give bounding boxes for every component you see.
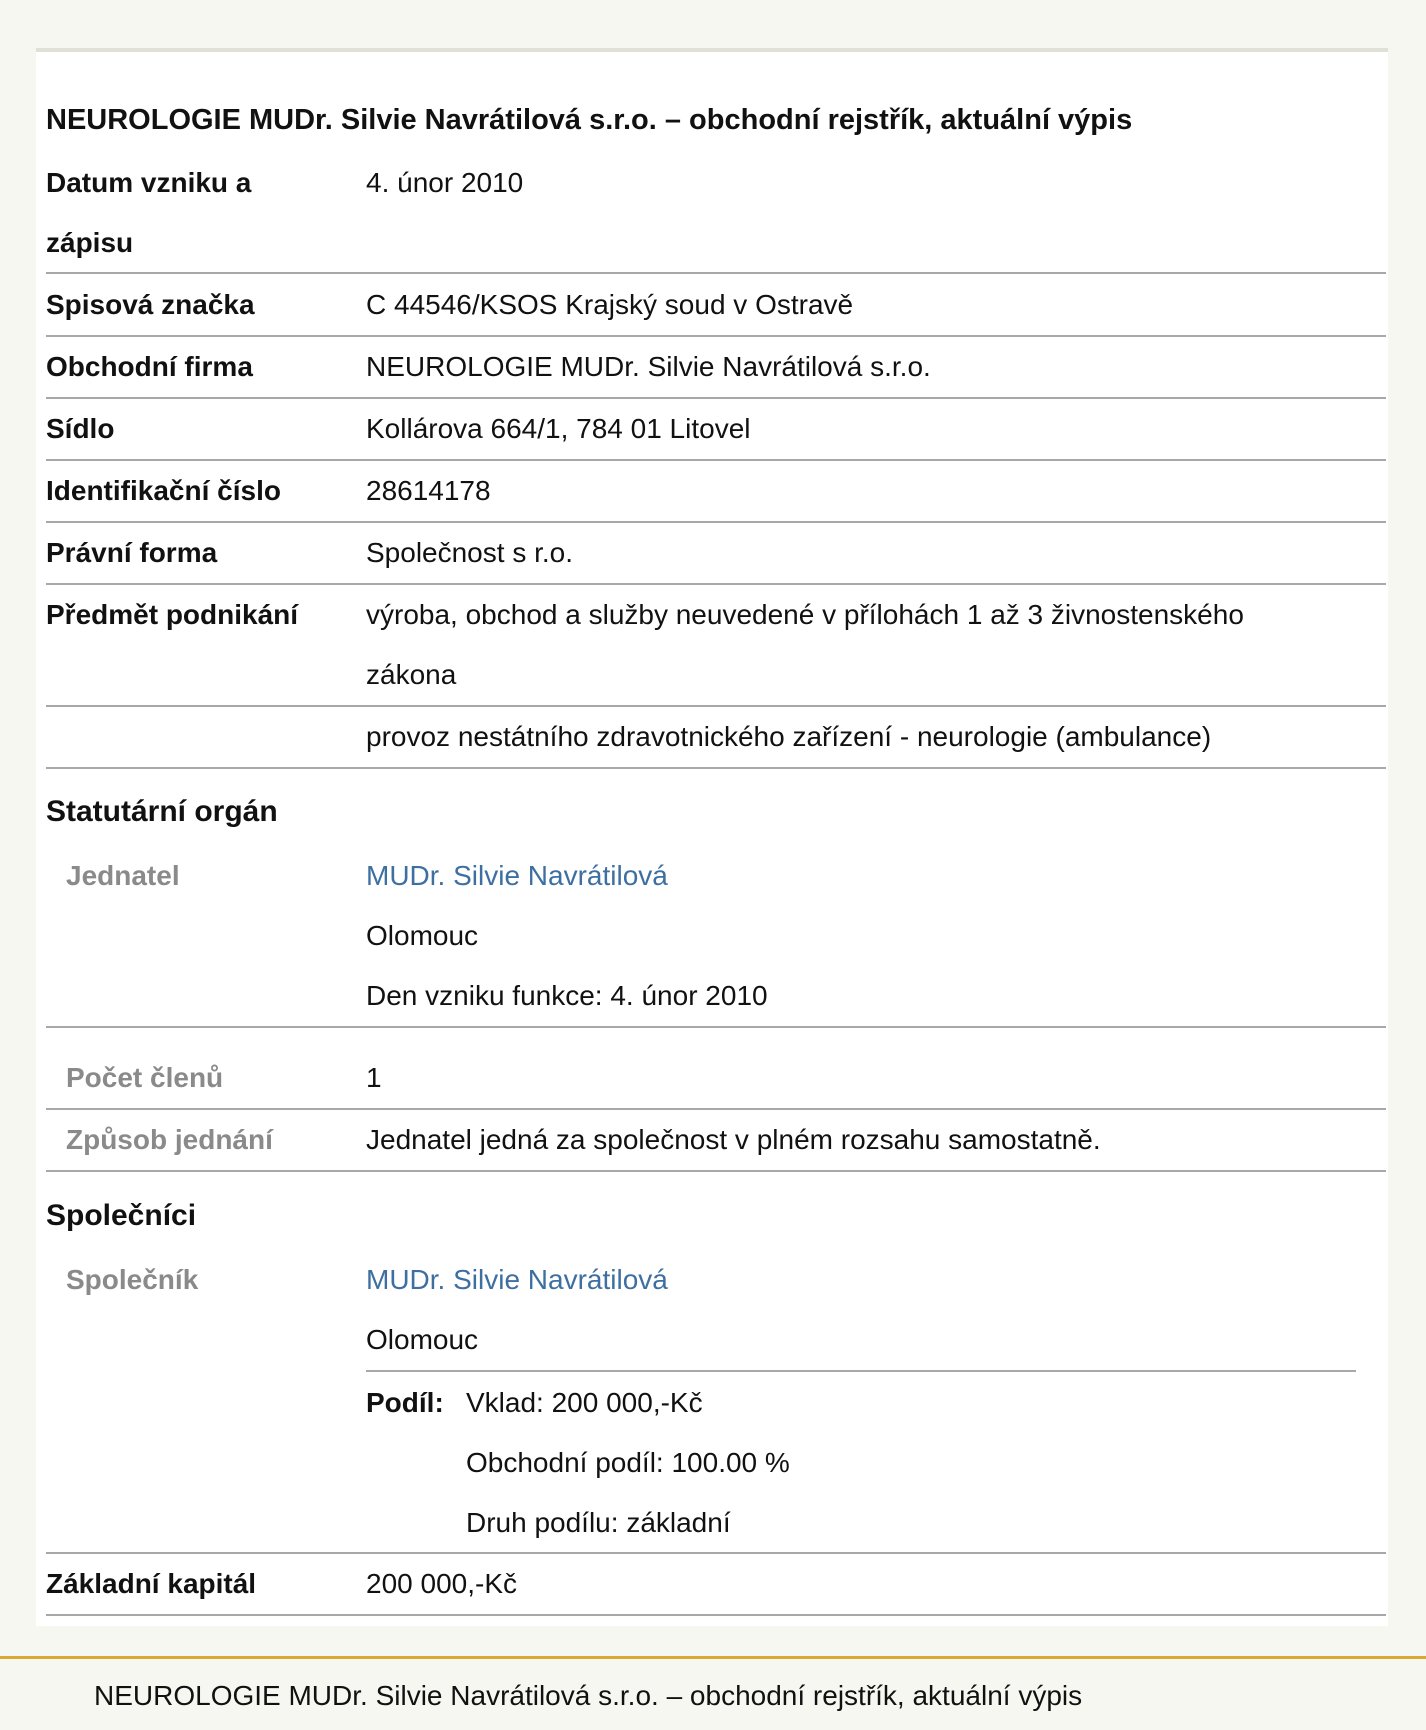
row-predmet-podnikani-2 bbox=[46, 707, 1386, 769]
value-zakladni-kapital: 200 000,-Kč bbox=[366, 1568, 517, 1599]
label-identifikacni-cislo: Identifikační číslo bbox=[46, 475, 281, 506]
value-sidlo: Kollárova 664/1, 784 01 Litovel bbox=[366, 413, 751, 444]
row-zpusob-jednani bbox=[46, 1110, 1386, 1172]
label-datum-vzniku-2: zápisu bbox=[46, 227, 134, 258]
value-pocet-clenu: 1 bbox=[366, 1062, 382, 1093]
row-pravni-forma bbox=[46, 523, 1386, 585]
jednatel-name-link[interactable]: MUDr. Silvie Navrátilová bbox=[366, 860, 668, 891]
value-predmet-2: provoz nestátního zdravotnického zařízení - neurologie (ambulance) bbox=[366, 721, 1212, 752]
value-predmet-1a: výroba, obchod a služby neuvedené v přílohách 1 až 3 živnostenského bbox=[366, 599, 1244, 630]
label-pravni-forma: Právní forma bbox=[46, 537, 218, 568]
podil-vklad: Vklad: 200 000,-Kč bbox=[466, 1387, 703, 1418]
jednatel-city: Olomouc bbox=[366, 920, 479, 951]
footer-title: NEUROLOGIE MUDr. Silvie Navrátilová s.r.o. – obchodní rejstřík, aktuální výpis bbox=[94, 1680, 1083, 1711]
row-obchodni-firma bbox=[46, 337, 1386, 399]
podil-divider bbox=[366, 1370, 1356, 1372]
row-datum-vzniku bbox=[46, 153, 1386, 274]
label-zakladni-kapital: Základní kapitál bbox=[46, 1568, 257, 1599]
value-identifikacni-cislo: 28614178 bbox=[366, 475, 491, 506]
row-identifikacni-cislo bbox=[46, 461, 1386, 523]
row-predmet-podnikani bbox=[46, 585, 1386, 707]
label-spolecnik: Společník bbox=[66, 1264, 199, 1295]
value-predmet-1b: zákona bbox=[366, 659, 457, 690]
row-spolecnik bbox=[46, 1250, 1386, 1555]
row-pocet-clenu bbox=[46, 1048, 1386, 1110]
page-title: NEUROLOGIE MUDr. Silvie Navrátilová s.r.o. – obchodní rejstřík, aktuální výpis bbox=[46, 104, 1133, 136]
label-datum-vzniku-1: Datum vzniku a bbox=[46, 167, 252, 198]
podil-label: Podíl: bbox=[366, 1387, 444, 1418]
label-zpusob-jednani: Způsob jednání bbox=[66, 1124, 273, 1155]
spolecnik-city: Olomouc bbox=[366, 1324, 479, 1355]
label-jednatel: Jednatel bbox=[66, 860, 180, 891]
row-jednatel bbox=[46, 846, 1386, 1028]
label-sidlo: Sídlo bbox=[46, 413, 115, 444]
label-spisova-znacka: Spisová značka bbox=[46, 289, 255, 320]
jednatel-since: Den vzniku funkce: 4. únor 2010 bbox=[366, 980, 768, 1011]
value-pravni-forma: Společnost s r.o. bbox=[366, 537, 574, 568]
label-pocet-clenu: Počet členů bbox=[66, 1062, 224, 1093]
label-predmet-podnikani: Předmět podnikání bbox=[46, 599, 299, 630]
label-obchodni-firma: Obchodní firma bbox=[46, 351, 253, 382]
podil-druh: Druh podílu: základní bbox=[466, 1507, 731, 1538]
value-spisova-znacka: C 44546/KSOS Krajský soud v Ostravě bbox=[366, 289, 854, 320]
row-spisova-znacka bbox=[46, 275, 1386, 337]
value-obchodni-firma: NEUROLOGIE MUDr. Silvie Navrátilová s.r.o. bbox=[366, 351, 931, 382]
row-zakladni-kapital bbox=[46, 1554, 1386, 1616]
footer-accent-line bbox=[0, 1656, 1426, 1659]
value-datum-vzniku: 4. únor 2010 bbox=[366, 167, 524, 198]
spolecnik-name-link[interactable]: MUDr. Silvie Navrátilová bbox=[366, 1264, 668, 1295]
row-sidlo bbox=[46, 399, 1386, 461]
value-zpusob-jednani: Jednatel jedná za společnost v plném rozsahu samostatně. bbox=[366, 1124, 1101, 1155]
section-statutarni-organ: Statutární orgán bbox=[46, 795, 278, 828]
section-spolecnici: Společníci bbox=[46, 1199, 197, 1232]
podil-obchodni: Obchodní podíl: 100.00 % bbox=[466, 1447, 790, 1478]
